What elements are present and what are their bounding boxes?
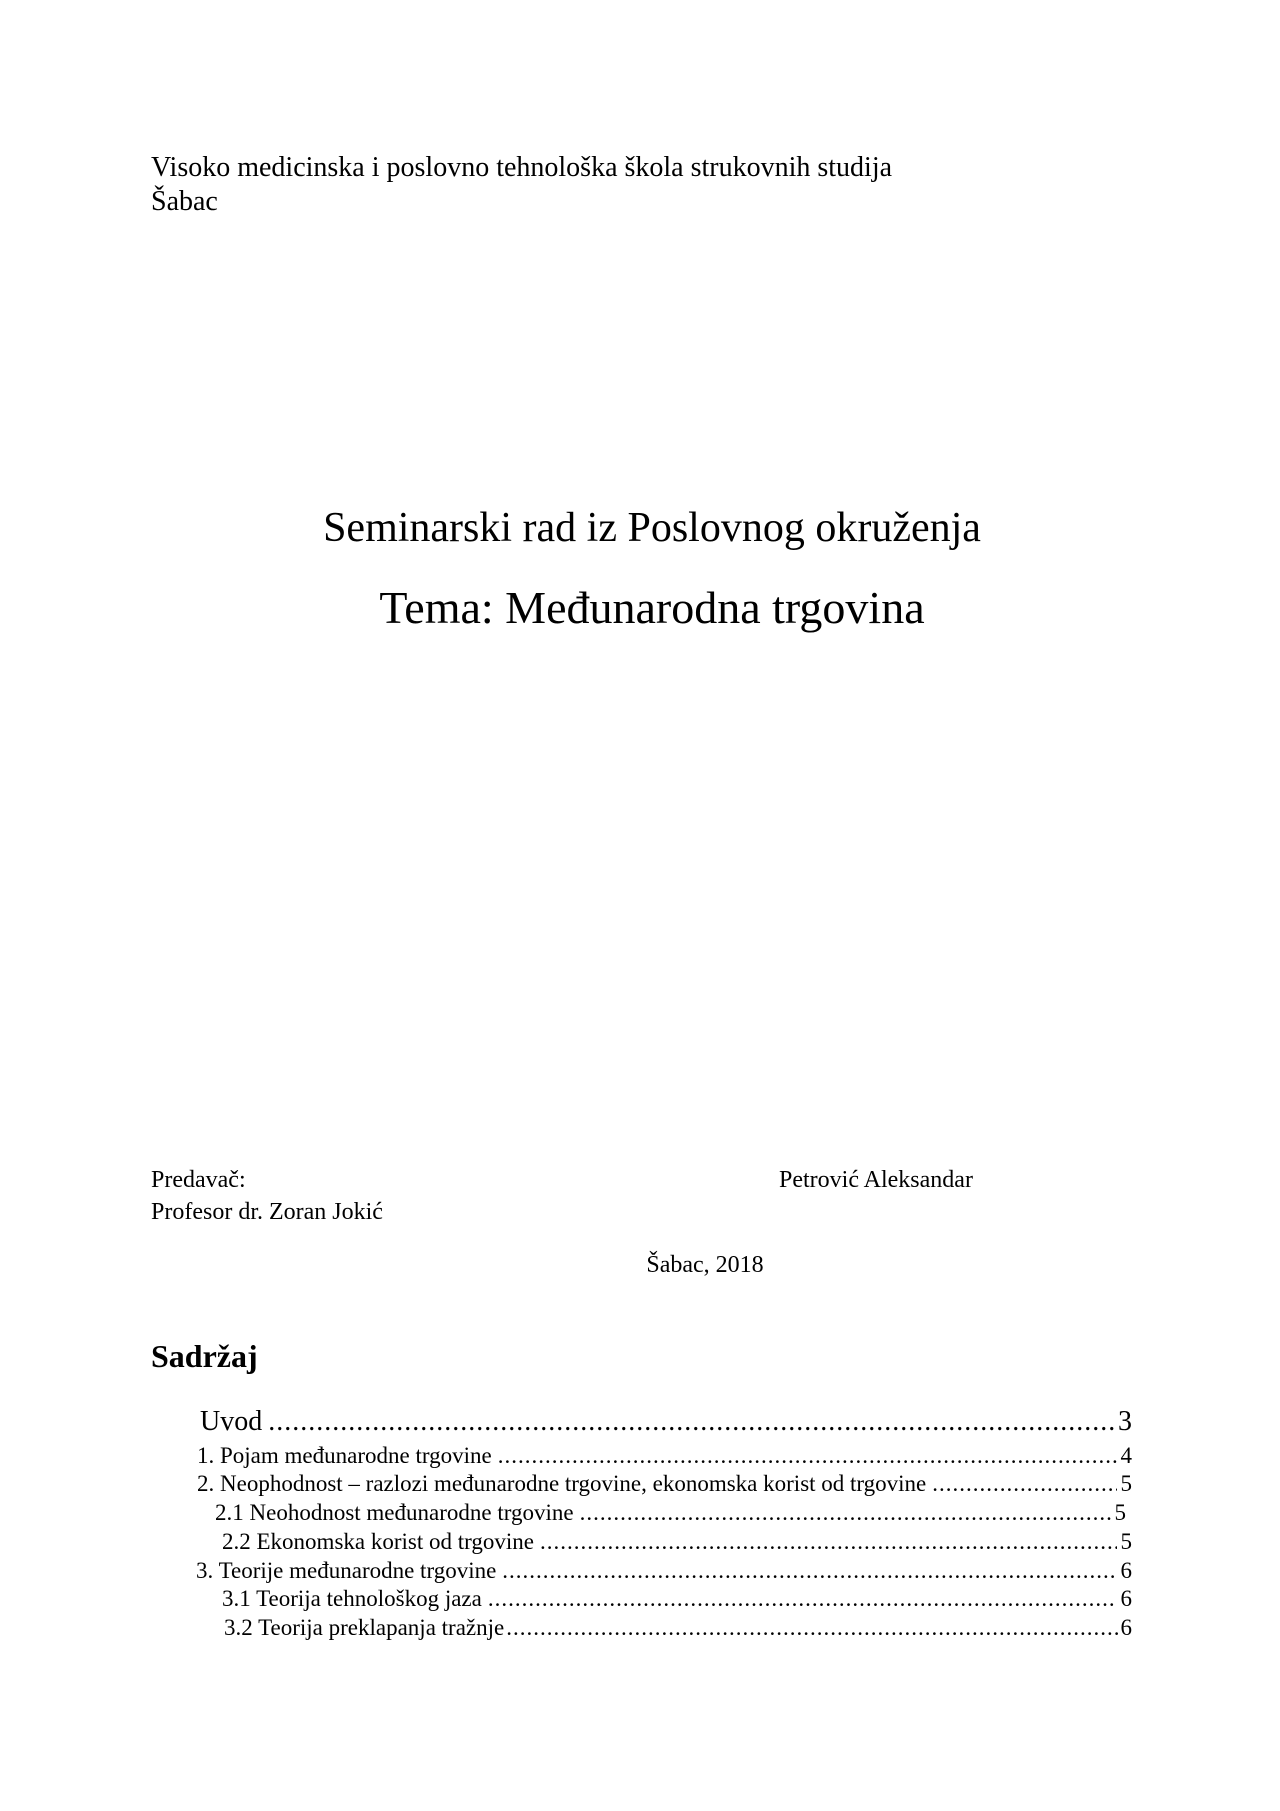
toc-entry-page: 6 [1120, 1586, 1132, 1611]
document-topic: Tema: Međunarodna trgovina [379, 582, 925, 633]
toc-heading: Sadržaj [151, 1338, 258, 1374]
institution-city: Šabac [151, 186, 218, 217]
toc-entry-label: 2.2 Ekonomska korist od trgovine [222, 1529, 534, 1554]
toc-entry-page: 6 [1120, 1558, 1132, 1583]
lecturer-name: Profesor dr. Zoran Jokić [151, 1199, 383, 1225]
author-name: Petrović Aleksandar [779, 1167, 973, 1193]
toc-entry-3-1 [222, 1585, 1132, 1613]
toc-leader-dots [580, 1499, 1111, 1527]
toc-entry-label: 2. Neophodnost – razlozi međunarodne trgovine, ekonomska korist od trgovine [197, 1471, 927, 1496]
institution-name: Visoko medicinska i poslovno tehnološka škola strukovnih studija [151, 152, 893, 183]
toc-leader-dots [932, 1470, 1116, 1498]
toc-entry-label: 3.1 Teorija tehnološkog jaza [222, 1586, 482, 1611]
toc-entry-page: 3 [1118, 1406, 1132, 1437]
toc-leader-dots [488, 1585, 1117, 1613]
toc-leader-dots [502, 1557, 1116, 1585]
toc-entry-3 [196, 1557, 1132, 1585]
toc-entry-1 [197, 1442, 1132, 1470]
toc-entry-uvod [200, 1405, 1132, 1439]
toc-leader-dots [268, 1405, 1114, 1439]
toc-entry-page: 4 [1120, 1443, 1132, 1468]
toc-entry-label: 3. Teorije međunarodne trgovine [196, 1558, 497, 1583]
place-date: Šabac, 2018 [646, 1252, 764, 1278]
document-title: Seminarski rad iz Poslovnog okruženja [323, 505, 981, 551]
toc-entry-3-2 [224, 1614, 1132, 1642]
toc-entry-page: 5 [1120, 1529, 1132, 1554]
toc-entry-page: 5 [1120, 1471, 1132, 1496]
toc-entry-page: 5 [1114, 1500, 1126, 1525]
toc-entry-label: Uvod [200, 1406, 263, 1437]
toc-entry-label: 2.1 Neohodnost međunarodne trgovine [215, 1500, 574, 1525]
toc-entry-2-2 [222, 1528, 1132, 1556]
toc-entry-2 [197, 1470, 1132, 1498]
toc-entry-label: 1. Pojam međunarodne trgovine [197, 1443, 492, 1468]
lecturer-label: Predavač: [151, 1167, 246, 1193]
toc-leader-dots [540, 1528, 1117, 1556]
toc-leader-dots [498, 1442, 1117, 1470]
toc-leader-dots [506, 1614, 1120, 1642]
toc-entry-label: 3.2 Teorija preklapanja tražnje [224, 1615, 505, 1640]
toc-entry-2-1 [215, 1499, 1126, 1527]
toc-entry-page: 6 [1120, 1615, 1132, 1640]
